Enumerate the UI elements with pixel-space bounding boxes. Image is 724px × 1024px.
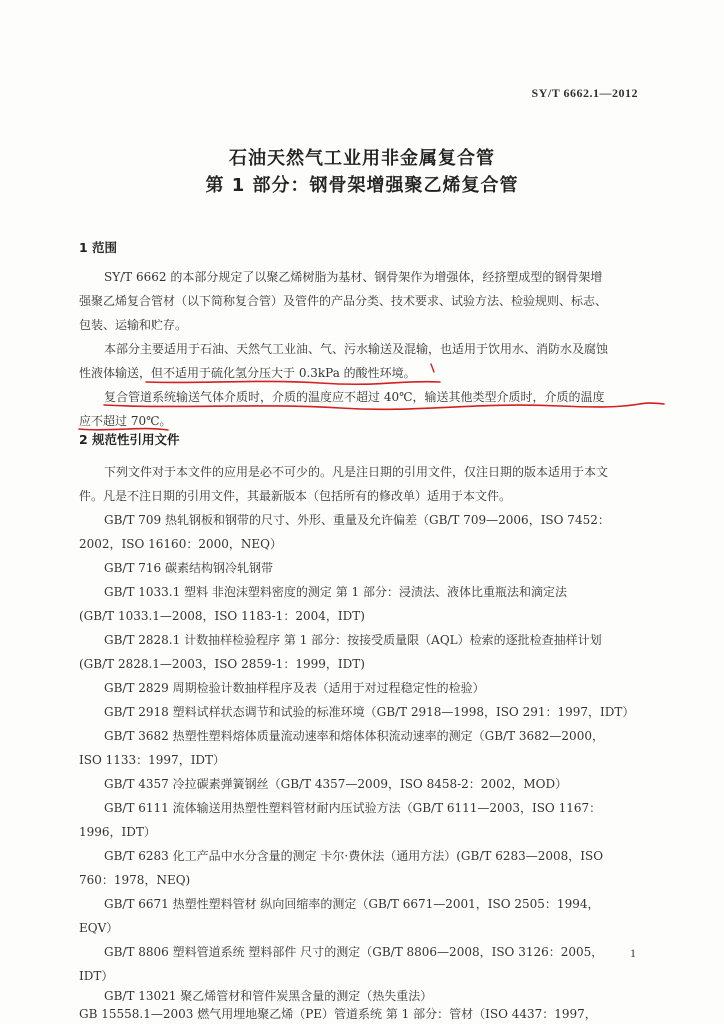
paragraph-line: 件。凡是不注日期的引用文件，其最新版本（包括所有的修改单）适用于本文件。	[79, 489, 512, 503]
reference-line: 1996，IDT）	[79, 825, 156, 839]
paragraph-line: 强聚乙烯复合管材（以下简称复合管）及管件的产品分类、技术要求、试验方法、检验规则、标志、	[79, 294, 608, 308]
reference-line: GB/T 716 碳素结构钢冷轧钢带	[104, 561, 273, 575]
reference-line: GB/T 6283 化工产品中水分含量的测定 卡尔·费休法（通用方法）(GB/T 6283—2008，ISO	[104, 849, 604, 863]
reference-line: GB/T 2918 塑料试样状态调节和试验的标准环境（GB/T 2918—1998，ISO 291：1997，IDT）	[104, 705, 635, 719]
reference-line: 760：1978，NEQ)	[79, 873, 191, 887]
reference-line: (GB/T 2828.1—2003，ISO 2859-1：1999，IDT)	[79, 657, 365, 671]
section-heading-scope: 1 范围	[79, 240, 118, 255]
underline-stroke-1	[146, 381, 440, 384]
paragraph-line: 复合管道系统输送气体介质时，介质的温度应不超过 40℃，输送其他类型介质时，介质的温度	[104, 390, 605, 404]
paragraph-line: 应不超过 70℃。	[79, 414, 172, 428]
page-number: 1	[630, 946, 636, 960]
paragraph-line: SY/T 6662 的本部分规定了以聚乙烯树脂为基材、钢骨架作为增强体，经挤塑成型的钢骨架增	[104, 270, 603, 284]
reference-line: GB/T 2829 周期检验计数抽样程序及表（适用于对过程稳定性的检验）	[104, 681, 485, 695]
reference-line: GB/T 1033.1 塑料 非泡沫塑料密度的测定 第 1 部分：浸渍法、液体比重瓶法和滴定法	[104, 585, 567, 599]
reference-line: GB/T 709 热轧钢板和钢带的尺寸、外形、重量及允许偏差（GB/T 709—2006，ISO 7452：	[104, 513, 610, 527]
reference-line: EQV）	[79, 921, 119, 935]
reference-line: GB/T 8806 塑料管道系统 塑料部件 尺寸的测定（GB/T 8806—2008，ISO 3126：2005，	[104, 945, 604, 959]
reference-line: GB/T 3682 热塑性塑料熔体质量流动速率和熔体体积流动速率的测定（GB/T 3682—2000，	[104, 729, 604, 743]
reference-line: ISO 1133：1997，IDT）	[79, 753, 226, 767]
document-title-line1: 石油天然气工业用非金属复合管	[229, 148, 495, 169]
paragraph-line: 性液体输送，但不适用于硫化氢分压大于 0.3kPa 的酸性环境。	[79, 366, 416, 380]
paragraph-line: 包装、运输和贮存。	[79, 318, 188, 332]
reference-line: GB/T 4357 冷拉碳素弹簧钢丝（GB/T 4357—2009，ISO 8458-2：2002，MOD）	[104, 777, 568, 791]
standard-number: SY/T 6662.1—2012	[531, 86, 638, 100]
paragraph-line: 下列文件对于本文件的应用是必不可少的。凡是注日期的引用文件，仅注日期的版本适用于本文	[104, 465, 609, 479]
document-title-line2: 第 1 部分：钢骨架增强聚乙烯复合管	[205, 175, 519, 196]
section-heading-normative-references: 2 规范性引用文件	[79, 432, 180, 447]
reference-line: 2002，ISO 16160：2000，NEQ）	[79, 537, 282, 551]
reference-line: GB/T 13021 聚乙烯管材和管件炭黑含量的测定（热失重法）	[104, 989, 433, 1003]
reference-line: GB/T 6671 热塑性塑料管材 纵向回缩率的测定（GB/T 6671—2001，ISO 2505：1994，	[104, 897, 600, 911]
paragraph-line: 本部分主要适用于石油、天然气工业油、气、污水输送及混输，也适用于饮用水、消防水及腐蚀	[104, 342, 609, 356]
reference-line: IDT）	[79, 969, 114, 983]
reference-line: GB 15558.1—2003 燃气用埋地聚乙烯（PE）管道系统 第 1 部分：管材（ISO 4437：1997，	[79, 1007, 597, 1021]
reference-line: GB/T 2828.1 计数抽样检验程序 第 1 部分：按接受质量限（AQL）检索的逐批检查抽样计划	[104, 633, 602, 647]
reference-line: (GB/T 1033.1—2008，ISO 1183-1：2004，IDT)	[79, 609, 365, 623]
reference-line: GB/T 6111 流体输送用热塑性塑料管材耐内压试验方法（GB/T 6111—2003，ISO 1167：	[104, 801, 602, 815]
